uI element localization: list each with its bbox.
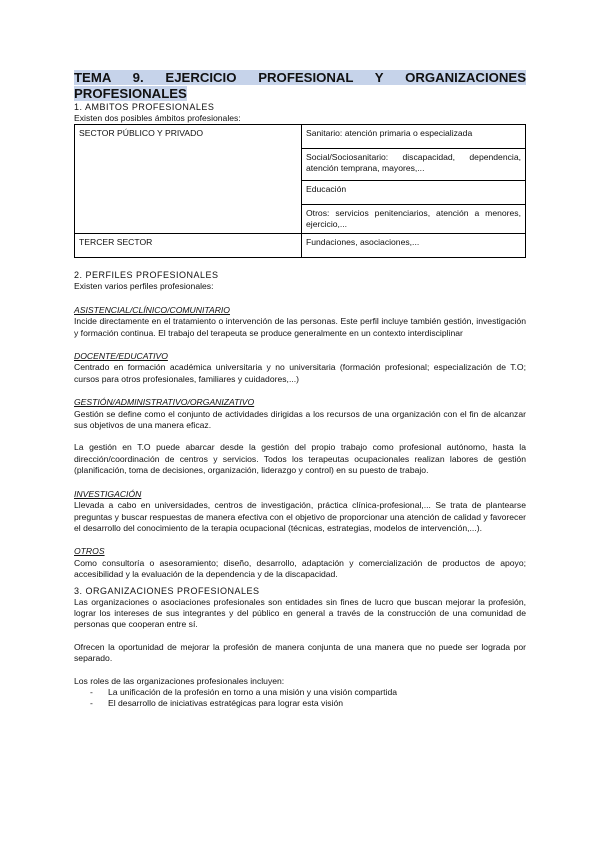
- roles-list: [74, 687, 526, 710]
- profile-text: Gestión se define como el conjunto de actividades dirigidas a los recursos de una organización con el fin de alcanzar sus objetivos de una manera eficaz.: [74, 408, 526, 431]
- ambito-cell: Social/Sociosanitario: discapacidad, dependencia, atención temprana, mayores,...: [302, 149, 526, 181]
- ambito-cell: Educación: [302, 181, 526, 205]
- ambito-cell: Otros: servicios penitenciarios, atención a menores, ejercicio,...: [302, 205, 526, 234]
- ambito-cell: Fundaciones, asociaciones,...: [302, 234, 526, 258]
- document-title: [74, 70, 526, 102]
- profile-heading: INVESTIGACIÓN: [74, 488, 142, 499]
- profile-text: Incide directamente en el tratamiento o intervención de las personas. Este perfil incluye también gestión, investigación y formación continua. El trabajo del terapeuta se produce generalmente en un contexto interdisciplinar: [74, 316, 526, 338]
- public-sector-cell: SECTOR PÚBLICO Y PRIVADO: [75, 125, 302, 234]
- profile-heading: ASISTENCIAL/CLÍNICO/COMUNITARIO: [74, 304, 230, 315]
- section-3-paragraph: Las organizaciones o asociaciones profesionales son entidades sin fines de lucro que buscan mejorar la profesión, lograr los intereses de sus integrantes y del público en general a través de la construcción de una comunidad de personas que cooperan entre sí.: [74, 596, 526, 630]
- section-3-paragraph: Ofrecen la oportunidad de mejorar la profesión de manera conjunta de una manera que no puede ser lograda por separado.: [74, 641, 526, 664]
- section-3-heading: 3. ORGANIZACIONES PROFESIONALES: [74, 585, 260, 596]
- profile-heading: DOCENTE/EDUCATIVO: [74, 351, 168, 362]
- profile-text: Llevada a cabo en universidades, centros de investigación, práctica clínica-profesional,... Se trata de plantearse preguntas y buscar respuestas de manera efectiva con el objetivo de proporcionar una atención de calidad y favorecer el desarrollo del conocimiento de la terapia ocupacional (técnicas, estrategias, modelos de intervención,...).: [74, 500, 526, 533]
- profile-text: Centrado en formación académica universitaria y no universitaria (formación profesional; especialización de T.O; cursos para otros profesionales, familiares y cuidadores,...): [74, 362, 526, 384]
- section-2-heading: 2. PERFILES PROFESIONALES: [74, 270, 219, 281]
- list-item: - El desarrollo de iniciativas estratégicas para lograr esta visión: [74, 698, 526, 709]
- section-2-intro: Existen varios perfiles profesionales:: [74, 281, 214, 292]
- roles-intro: Los roles de las organizaciones profesionales incluyen:: [74, 675, 285, 686]
- profile-text: La gestión en T.O puede abarcar desde la gestión del propio trabajo como profesional autónomo, hasta la dirección/coordinación de centros y servicios. Todos los terapeutas ocupacionales realizan labores de gestión (planificación, toma de decisiones, organización, liderazgo y control) en su puesto de trabajo.: [74, 442, 526, 476]
- profile-text: Como consultoría o asesoramiento; diseño, desarrollo, adaptación y comercialización de productos de apoyo; accesibilidad y la evaluación de la dependencia y de la discapacidad.: [74, 557, 526, 580]
- profile-heading: GESTIÓN/ADMINISTRATIVO/ORGANIZATIVO: [74, 397, 255, 408]
- third-sector-cell: TERCER SECTOR: [75, 234, 302, 258]
- list-item: - La unificación de la profesión en torno a una misión y una visión compartida: [74, 687, 526, 698]
- section-1-intro: Existen dos posibles ámbitos profesionales:: [74, 113, 241, 123]
- section-1-heading: 1. AMBITOS PROFESIONALES: [74, 102, 215, 112]
- ambito-cell: Sanitario: atención primaria o especializada: [302, 125, 526, 149]
- title-line-1: TEMA 9. EJERCICIO PROFESIONAL Y ORGANIZACIONES: [74, 70, 526, 85]
- title-line-2: PROFESIONALES: [74, 86, 187, 101]
- ambitos-table: [74, 124, 526, 258]
- profile-heading: OTROS: [74, 546, 105, 557]
